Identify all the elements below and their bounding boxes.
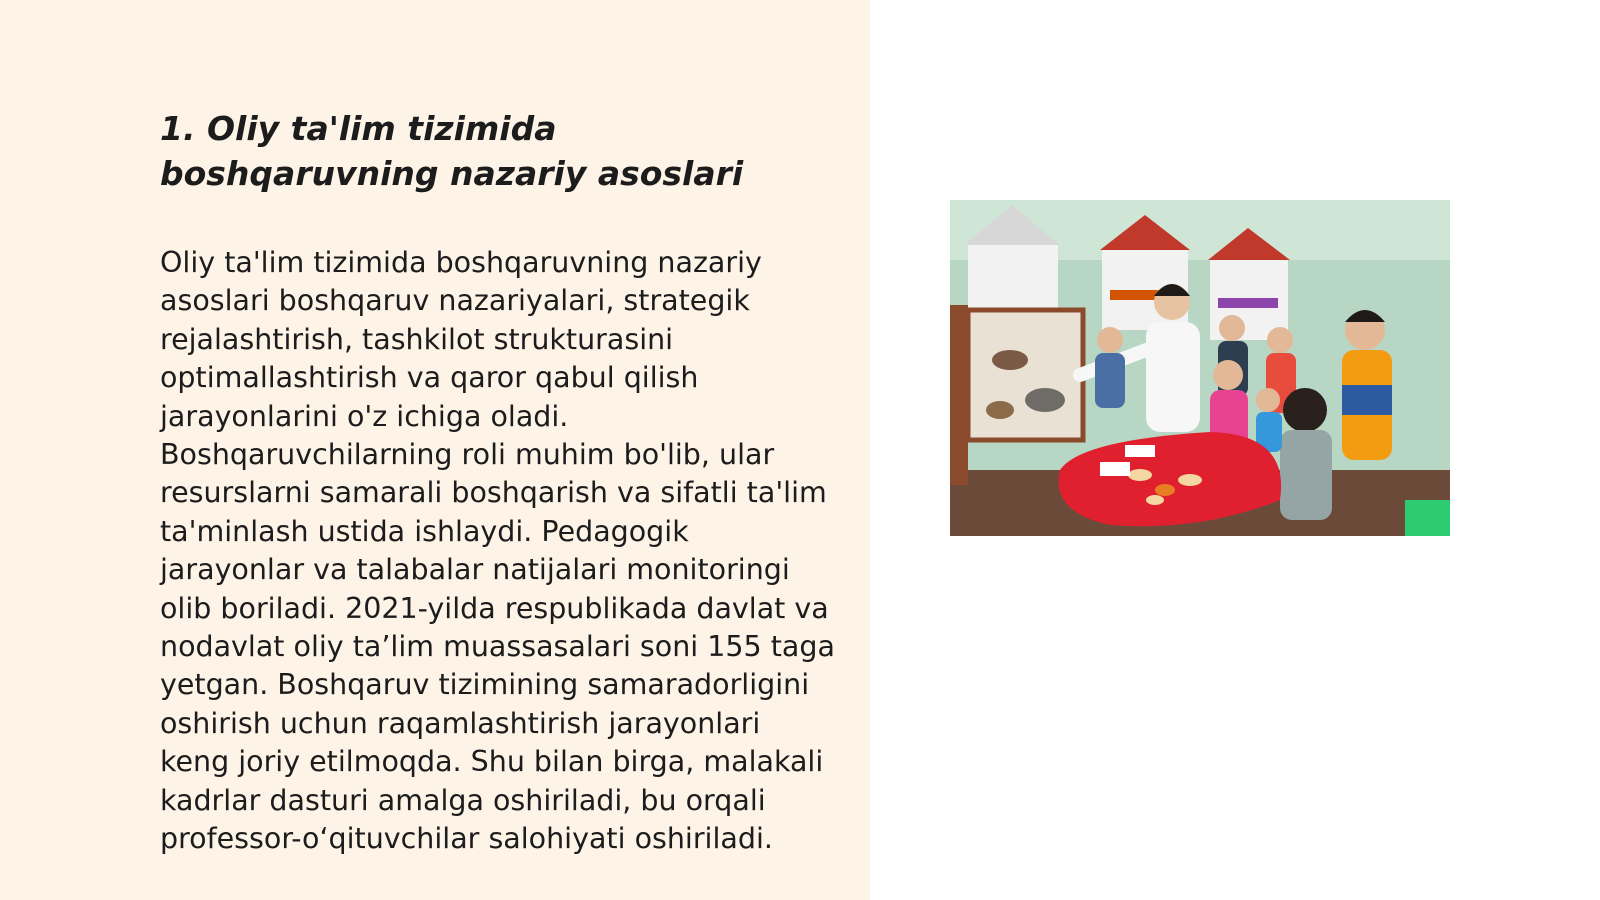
slide-body-text: Oliy ta'lim tizimida boshqaruvning nazariy asoslari boshqaruv nazariyalari, strategik rejalashtirish, tashkilot strukturasini optimallashtirish va qaror qabul qilish jarayonlarini o'z ichiga oladi. Boshqaruvchilarning roli muhim bo'lib, ular resurslarni samarali boshqarish va sifatli ta'lim ta'minlash ustida ishlaydi. Pedagogik jarayonlar va talabalar natijalari monitoringi olib boriladi. 2021-yilda respublikada davlat va nodavlat oliy ta’lim muassasalari soni 155 taga yetgan. Boshqaruv tizimining samaradorligini oshirish uchun raqamlashtirish jarayonlari keng joriy etilmoqda. Shu bilan birga, malakali kadrlar dasturi amalga oshiriladi, bu orqali professor-o‘qituvchilar salohiyati oshiriladi. xyxy=(160,246,835,856)
slide-title: 1. Oliy ta'lim tizimida boshqaruvning nazariy asoslari xyxy=(160,109,744,193)
classroom-photo xyxy=(950,200,1450,536)
